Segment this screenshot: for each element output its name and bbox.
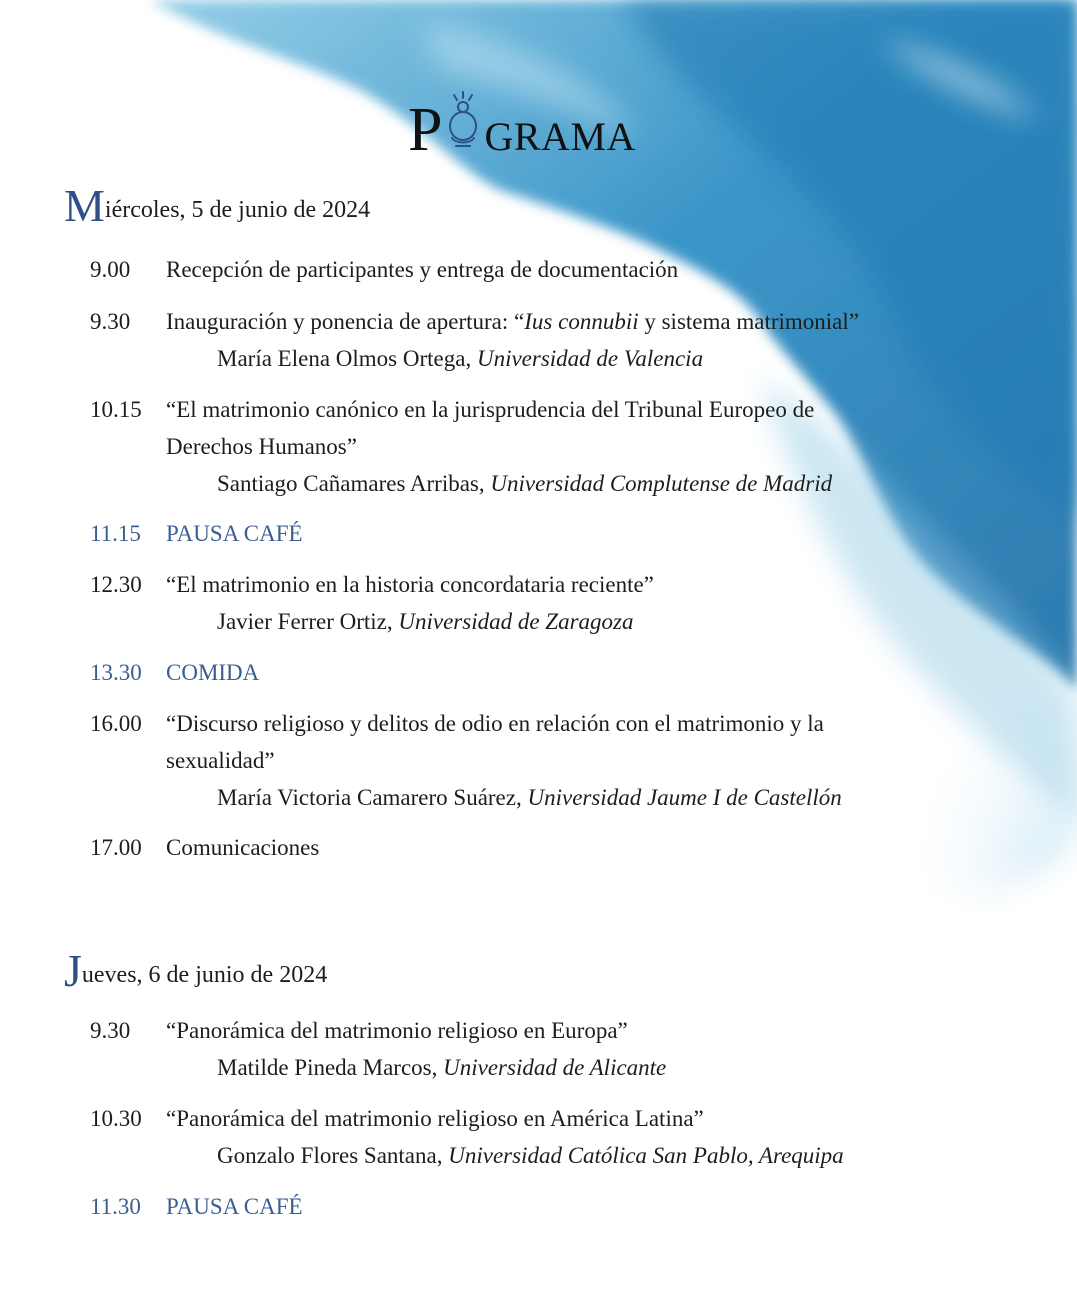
speaker-line: Gonzalo Flores Santana, Universidad Católica San Pablo, Arequipa xyxy=(217,1143,844,1168)
speaker-line: María Victoria Camarero Suárez, Universidad Jaume I de Castellón xyxy=(217,785,842,810)
day-heading-wednesday: Miércoles, 5 de junio de 2024 xyxy=(64,180,371,231)
page-title xyxy=(408,96,636,164)
speaker-line: Matilde Pineda Marcos, Universidad de Alicante xyxy=(217,1055,667,1080)
day-heading-thursday: Jueves, 6 de junio de 2024 xyxy=(64,945,328,996)
title-o-logo xyxy=(442,96,484,152)
speaker-line: Javier Ferrer Ortiz, Universidad de Zaragoza xyxy=(217,609,634,634)
speaker-line: Santiago Cañamares Arribas, Universidad Complutense de Madrid xyxy=(217,471,833,496)
title-rest: GRAMA xyxy=(484,114,636,159)
title-first-letter: P xyxy=(408,96,443,164)
speaker-line: María Elena Olmos Ortega, Universidad de Valencia xyxy=(217,346,704,371)
figure-logo-icon xyxy=(442,90,484,152)
